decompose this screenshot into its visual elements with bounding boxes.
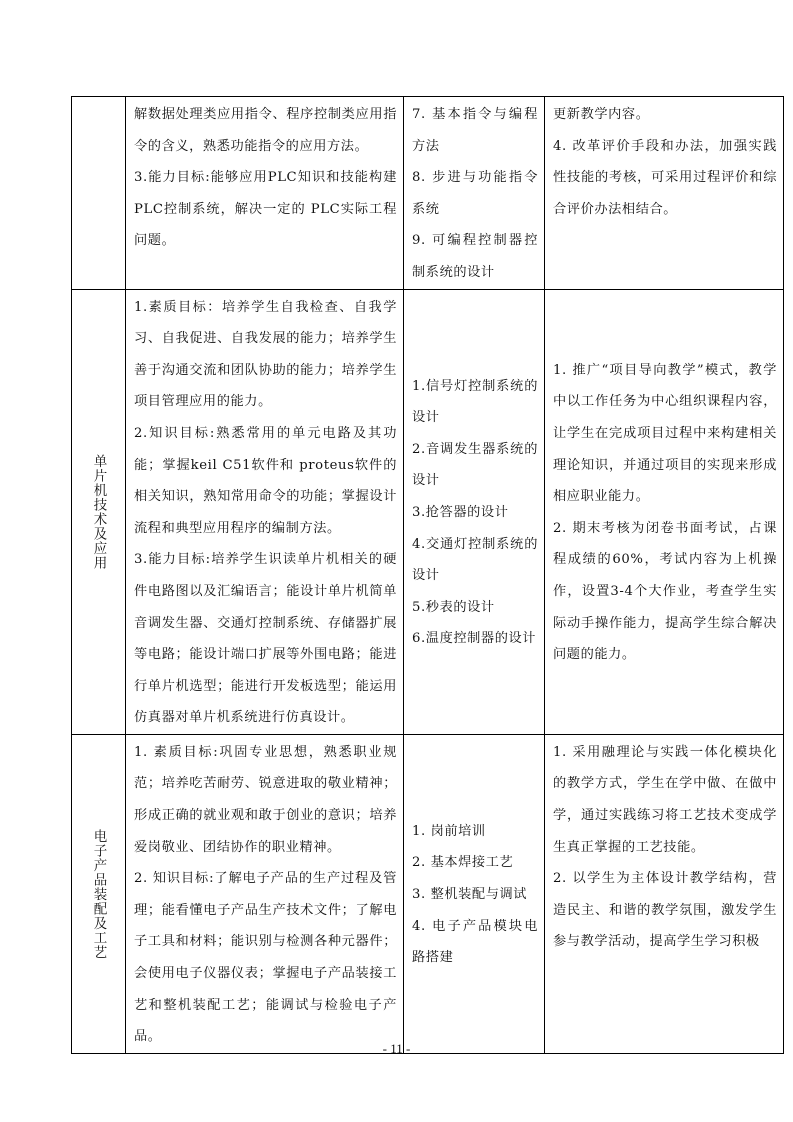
goal-paragraph: 1. 素质目标:巩固专业思想，熟悉职业规范；培养吃苦耐劳、锐意进取的敬业精神；形成正确的就业观和敢于创业的意识；培养爱岗敬业、团结协作的职业精神。 [134, 744, 397, 855]
content-item: 2.音调发生器系统的设计 [412, 441, 538, 489]
methods-cell [545, 97, 784, 290]
goal-paragraph: 3.能力目标:能够应用PLC知识和技能构建PLC控制系统，解决一定的 PLC实际工程问题。 [134, 170, 397, 249]
content-item: 5.秒表的设计 [412, 599, 495, 615]
method-paragraph: 2. 期末考核为闭卷书面考试，占课程成绩的60%，考试内容为上机操作，设置3-4个大作业，考查学生实际动手操作能力，提高学生综合解决问题的能力。 [553, 520, 777, 663]
table-row [72, 97, 784, 290]
content-cell [404, 289, 545, 734]
goals-cell [126, 289, 404, 734]
content-item: 4. 电子产品模块电路搭建 [412, 918, 538, 966]
goal-paragraph: 2.知识目标:熟悉常用的单元电路及其功能；掌握keil C51软件和 proteus软件的相关知识，熟知常用命令的功能；掌握设计流程和典型应用程序的编制方法。 [134, 425, 397, 536]
content-item: 2. 基本焊接工艺 [412, 855, 514, 871]
methods-cell [545, 734, 784, 1053]
content-item: 9. 可编程控制器控制系统的设计 [412, 233, 538, 280]
course-name: 单片机技术及应用 [90, 453, 107, 570]
content-item: 1.信号灯控制系统的设计 [412, 378, 538, 426]
method-paragraph: 2. 以学生为主体设计教学结构，营造民主、和谐的教学氛围，激发学生参与教学活动，提高学生学习积极 [553, 871, 777, 950]
goal-paragraph: 2. 知识目标:了解电子产品的生产过程及管理；能看懂电子产品生产技术文件；了解电子工具和材料；能识别与检测各种元器件；会使用电子仪器仪表；掌握电子产品装接工艺和整机装配工艺；能调试与检验电子产品。 [134, 871, 397, 1045]
course-name: 电子产品装配及工艺 [90, 828, 107, 960]
goal-paragraph: 1.素质目标：培养学生自我检查、自我学习、自我促进、自我发展的能力；培养学生善于沟通交流和团队协助的能力；培养学生项目管理应用的能力。 [134, 299, 397, 410]
course-name-cell [72, 734, 126, 1053]
method-paragraph: 4. 改革评价手段和办法，加强实践性技能的考核，可采用过程评价和综合评价办法相结合。 [553, 138, 777, 217]
content-item: 4.交通灯控制系统的设计 [412, 536, 538, 584]
method-paragraph: 1. 推广“项目导向教学”模式，教学中以工作任务为中心组织课程内容，让学生在完成项目过程中来构建相关理论知识，并通过项目的实现来形成相应职业能力。 [553, 362, 777, 505]
content-item: 8. 步进与功能指令系统 [412, 170, 538, 217]
content-cell [404, 734, 545, 1053]
content-cell [404, 97, 545, 290]
goal-paragraph: 解数据处理类应用指令、程序控制类应用指令的含义，熟悉功能指令的应用方法。 [134, 107, 397, 154]
course-name-cell [72, 97, 126, 290]
method-paragraph: 1. 采用融理论与实践一体化模块化的教学方式，学生在学中做、在做中学，通过实践练习将工艺技术变成学生真正掌握的工艺技能。 [553, 744, 777, 855]
goals-cell [126, 97, 404, 290]
goal-paragraph: 3.能力目标:培养学生识读单片机相关的硬件电路图以及汇编语言；能设计单片机简单音调发生器、交通灯控制系统、存储器扩展等电路；能设计端口扩展等外围电路；能进行单片机选型；能进行开发板选型；能运用仿真器对单片机系统进行仿真设计。 [134, 552, 397, 726]
methods-cell [545, 289, 784, 734]
content-item: 3.抢答器的设计 [412, 504, 509, 520]
table-row [72, 289, 784, 734]
content-item: 6.温度控制器的设计 [412, 631, 537, 647]
content-item: 7. 基本指令与编程方法 [412, 107, 538, 154]
page-number: - 11 - [382, 1041, 411, 1056]
content-item: 1. 岗前培训 [412, 823, 486, 839]
table-row [72, 734, 784, 1053]
course-name-cell [72, 289, 126, 734]
method-paragraph: 更新教学内容。 [553, 107, 650, 122]
course-table [71, 96, 784, 1054]
goals-cell [126, 734, 404, 1053]
content-item: 3. 整机装配与调试 [412, 887, 528, 903]
